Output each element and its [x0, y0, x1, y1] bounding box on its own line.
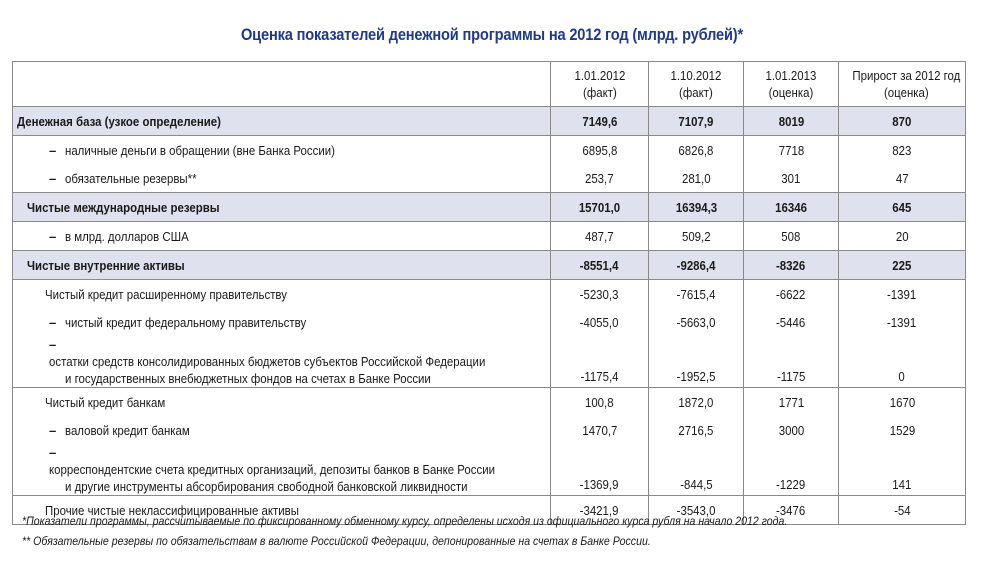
cell-value: 2716,5 [678, 422, 714, 438]
cell-value: -7615,4 [676, 286, 716, 302]
cell-value: 3000 [778, 422, 804, 438]
column-header: 1.10.2012 (факт) [649, 62, 744, 107]
cell-value: 6895,8 [581, 142, 617, 158]
row-label-line2: и другие инструменты абсорбирования свободной банковской ликвидности [65, 479, 468, 494]
table-row [13, 444, 966, 496]
cell-value: -1229 [776, 477, 806, 492]
table-header-row [13, 62, 966, 107]
cell-value: 7149,6 [581, 113, 617, 129]
cell-value: 253,7 [585, 170, 614, 186]
table-row [13, 136, 966, 165]
dash-marker: – [49, 314, 57, 330]
row-label: валовой кредит банкам [65, 422, 190, 438]
cell-value: 16346 [775, 199, 807, 215]
dash-marker: – [49, 228, 57, 244]
cell-value: 7718 [778, 142, 804, 158]
cell-value: 1529 [889, 422, 915, 438]
table-row [13, 416, 966, 444]
cell-value: -5663,0 [676, 314, 716, 330]
row-label-line2: и государственных внебюджетных фондов на счетах в Банке России [65, 371, 431, 386]
row-label: наличные деньги в обращении (вне Банка России) [65, 142, 335, 158]
cell-value: 1470,7 [581, 422, 617, 438]
cell-value: 508 [781, 228, 801, 244]
cell-value: -6622 [776, 286, 806, 302]
table-row [13, 336, 966, 388]
dash-marker: – [49, 170, 57, 186]
cell-value: 225 [892, 257, 912, 273]
cell-value: -3543,0 [676, 502, 716, 518]
table-row [13, 222, 966, 251]
dash-marker: – [49, 422, 57, 438]
cell-value: -8326 [776, 257, 806, 273]
cell-value: -54 [893, 502, 911, 518]
header-blank [13, 62, 551, 107]
row-label: в млрд. долларов США [65, 228, 189, 244]
cell-value: 16394,3 [675, 199, 717, 215]
table-row [13, 280, 966, 309]
row-label: обязательные резервы** [65, 170, 197, 186]
cell-value: 645 [892, 199, 912, 215]
table-row [13, 107, 966, 136]
cell-value: -1369,9 [580, 477, 619, 492]
table-row [13, 388, 966, 417]
cell-value: 141 [892, 477, 912, 492]
dash-marker: – [49, 142, 57, 158]
cell-value: 281,0 [681, 170, 711, 186]
row-label: Чистый кредит банкам [45, 394, 166, 410]
footnote: *Показатели программы, рассчитываемые по фиксированному обменному курсу, определены исходя из официального курса рубля на начало 2012 года. [22, 514, 788, 528]
cell-value: -1952,5 [676, 369, 716, 384]
cell-value: -8551,4 [580, 257, 619, 273]
column-header: 1.01.2013 (оценка) [744, 62, 839, 107]
cell-value: -844,5 [679, 477, 713, 492]
row-label: Денежная база (узкое определение) [17, 113, 221, 129]
row-label: Чистый кредит расширенному правительству [45, 286, 287, 302]
cell-value: 47 [895, 170, 909, 186]
cell-value: -5230,3 [580, 286, 619, 302]
table-row [13, 251, 966, 280]
cell-value: 487,7 [585, 228, 614, 244]
row-label: Чистые внутренние активы [27, 257, 185, 273]
cell-value: 7107,9 [678, 113, 714, 129]
dash-marker: – [49, 445, 57, 460]
cell-value: 870 [892, 113, 912, 129]
cell-value: 823 [892, 142, 912, 158]
column-header: 1.01.2012 (факт) [551, 62, 649, 107]
cell-value: 1771 [778, 394, 804, 410]
row-label: Чистые международные резервы [27, 199, 220, 215]
cell-value: 20 [895, 228, 909, 244]
cell-value: 301 [781, 170, 801, 186]
cell-value: -1175 [776, 369, 806, 384]
cell-value: 1872,0 [678, 394, 714, 410]
row-label: чистый кредит федеральному правительству [65, 314, 307, 330]
cell-value: -1391 [887, 314, 917, 330]
page-title: Оценка показателей денежной программы на 2012 год (млрд. рублей)* [240, 25, 744, 44]
cell-value: 0 [898, 369, 906, 384]
cell-value: -3421,9 [580, 502, 619, 518]
table-row [13, 193, 966, 222]
cell-value: -1175,4 [580, 369, 619, 384]
table-row [13, 308, 966, 336]
money-program-table [12, 61, 966, 525]
footnote: ** Обязательные резервы по обязательствам в валюте Российской Федерации, депонированные на счетах в Банке России. [22, 534, 651, 548]
footnotes [22, 511, 787, 551]
cell-value: 1670 [889, 394, 915, 410]
cell-value: 15701,0 [578, 199, 621, 215]
row-label-line1: остатки средств консолидированных бюджетов субъектов Российской Федерации [49, 354, 486, 369]
cell-value: -1391 [887, 286, 917, 302]
cell-value: 6826,8 [678, 142, 714, 158]
table-row [13, 164, 966, 193]
column-header: Прирост за 2012 год (оценка) [839, 62, 966, 107]
cell-value: 509,2 [681, 228, 711, 244]
cell-value: 100,8 [585, 394, 614, 410]
cell-value: 8019 [778, 113, 804, 129]
cell-value: -4055,0 [580, 314, 619, 330]
cell-value: -5446 [776, 314, 806, 330]
cell-value: -9286,4 [676, 257, 716, 273]
row-label-line1: корреспондентские счета кредитных организаций, депозиты банков в Банке России [49, 462, 496, 477]
cell-value: -3476 [776, 502, 806, 518]
dash-marker: – [49, 337, 57, 352]
row-label: Прочие чистые неклассифицированные активы [45, 502, 299, 518]
